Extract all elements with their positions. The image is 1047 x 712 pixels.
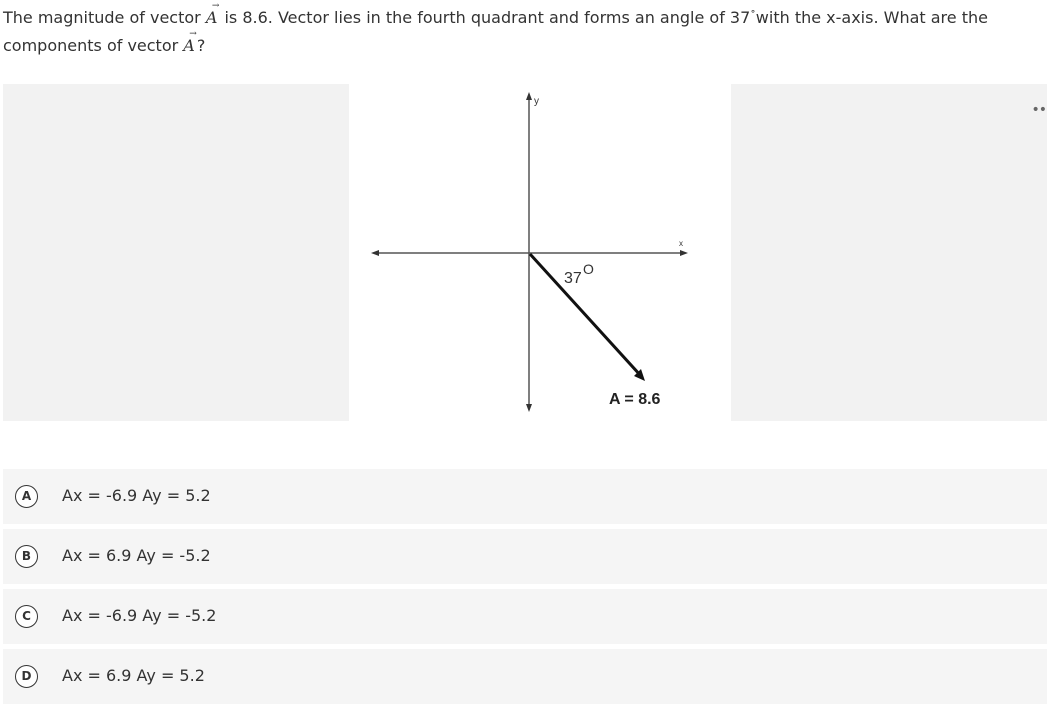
- image-panel-right: [731, 84, 1047, 421]
- question-part4: ?: [196, 36, 206, 55]
- option-a-text: Ax = -6.9 Ay = 5.2: [62, 486, 211, 505]
- image-panel-left: [3, 84, 349, 421]
- option-c-text: Ax = -6.9 Ay = -5.2: [62, 606, 217, 625]
- y-axis-label: y: [534, 96, 539, 107]
- question-text: [3, 1, 1033, 60]
- question-part2: is 8.6. Vector lies in the fourth quadrant and forms an angle of 37: [219, 8, 751, 27]
- angle-degree-mark: O: [583, 261, 594, 277]
- option-b[interactable]: [3, 529, 1047, 584]
- question-part3: with the x-axis. What are the components of vector: [3, 8, 988, 55]
- option-c[interactable]: [3, 589, 1047, 644]
- vector-arrow-icon: →: [211, 1, 220, 11]
- x-axis-arrow-right-icon: [680, 250, 688, 256]
- option-d[interactable]: [3, 649, 1047, 704]
- more-options-icon[interactable]: ••: [1031, 102, 1046, 118]
- option-a-letter: A: [15, 485, 38, 508]
- vector-a-symbol: A →: [206, 4, 220, 32]
- vector-arrow-icon-2: →: [189, 29, 197, 39]
- vector-a-symbol-2: A →: [183, 32, 197, 60]
- angle-label: 37: [564, 270, 582, 287]
- option-c-letter: C: [15, 605, 38, 628]
- x-axis-label: x: [679, 239, 683, 248]
- y-axis-arrow-up-icon: [526, 92, 532, 100]
- x-axis-arrow-left-icon: [371, 250, 379, 256]
- option-b-letter: B: [15, 545, 38, 568]
- degree-symbol: ˚: [750, 9, 756, 22]
- vector-magnitude-label: A = 8.6: [609, 391, 661, 408]
- question-part1: The magnitude of vector: [3, 8, 206, 27]
- option-a[interactable]: [3, 469, 1047, 524]
- vector-diagram: [349, 84, 731, 424]
- option-d-text: Ax = 6.9 Ay = 5.2: [62, 666, 205, 685]
- option-d-letter: D: [15, 665, 38, 688]
- option-b-text: Ax = 6.9 Ay = -5.2: [62, 546, 211, 565]
- y-axis-arrow-down-icon: [526, 404, 532, 412]
